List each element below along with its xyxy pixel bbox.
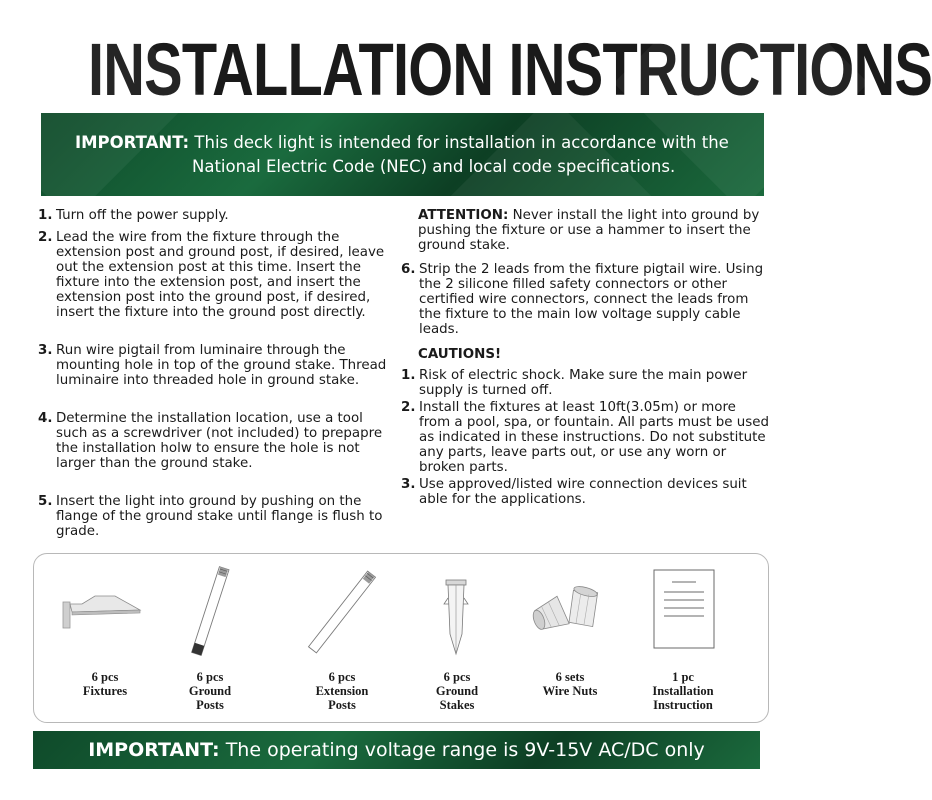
step-text: Lead the wire from the fixture through the extension post and ground post, if desired, leave out the extension post at this time. Insert the fixture into the extension post, and insert the extension post into the ground post, if desired, insert the fixture into the ground post directly. — [56, 230, 385, 320]
step-text: Run wire pigtail from luminaire through the mounting hole in top of the ground stake. Thread luminaire into threaded hole in ground stake. — [56, 343, 387, 388]
part-name: Installation — [652, 684, 714, 698]
step-number: 6. — [401, 262, 416, 277]
cautions-heading: CAUTIONS! — [418, 347, 502, 362]
part-qty: 1 pc — [672, 670, 694, 684]
footer-important-label: IMPORTANT: — [88, 739, 220, 761]
important-banner — [41, 113, 764, 196]
ground-stake-icon — [412, 574, 502, 664]
part-wire-nuts — [525, 554, 615, 722]
attention-label: ATTENTION: — [418, 208, 509, 223]
step-number: 5. — [38, 494, 53, 509]
page-title: INSTALLATION INSTRUCTIONS — [88, 28, 932, 111]
step-text: Strip the 2 leads from the fixture pigtail wire. Using the 2 silicone filled safety connectors or other certified wire connectors, connect the leads from the fixture to the main low voltage supply cable leads. — [419, 262, 764, 337]
part-name: Ground — [188, 684, 232, 698]
voltage-warning-banner — [33, 731, 760, 769]
part-name: Extension — [315, 684, 369, 698]
part-qty: 6 pcs — [328, 670, 356, 684]
part-ground-stakes — [412, 554, 502, 722]
part-fixtures — [60, 554, 150, 722]
step-item — [38, 230, 398, 320]
steps-column-right — [401, 208, 771, 509]
part-installation-instruction — [638, 554, 728, 722]
step-item — [401, 262, 771, 337]
step-item — [38, 208, 398, 223]
important-line-1: This deck light is intended for installation in accordance with the — [194, 133, 729, 152]
step-number: 4. — [38, 411, 53, 426]
caution-item — [401, 400, 771, 475]
part-name-line2: Stakes — [439, 698, 475, 712]
part-name: Ground — [435, 684, 479, 698]
steps-column-left — [38, 208, 398, 556]
part-qty: 6 pcs — [443, 670, 471, 684]
step-text: Turn off the power supply. — [56, 208, 229, 223]
step-number: 1. — [38, 208, 53, 223]
attention-text: Never install the light into ground by pushing the fixture or use a hammer to insert the ground stake. — [418, 208, 760, 253]
step-item — [38, 494, 398, 539]
part-extension-posts — [297, 554, 387, 722]
part-ground-posts — [165, 554, 255, 722]
parts-list — [33, 553, 769, 723]
caution-item — [401, 477, 771, 507]
footer-text: The operating voltage range is 9V-15V AC/DC only — [225, 739, 705, 761]
part-qty: 6 pcs — [91, 670, 119, 684]
caution-item — [401, 368, 771, 398]
caution-text: Risk of electric shock. Make sure the main power supply is turned off. — [419, 368, 748, 398]
step-item — [38, 411, 398, 471]
step-number: 2. — [38, 230, 53, 245]
step-text: Insert the light into ground by pushing on the flange of the ground stake until flange is flush to grade. — [56, 494, 383, 539]
step-item — [38, 343, 398, 388]
part-name-line2: Posts — [196, 698, 224, 712]
caution-text: Install the fixtures at least 10ft(3.05m) or more from a pool, spa, or fountain. All parts must be used as indicated in these instructions. Do not substitute any parts, leave parts out, or use any worn or broken parts. — [419, 400, 769, 475]
fixture-icon — [60, 584, 150, 654]
step-text: Determine the installation location, use a tool such as a screwdriver (not included) to prepapre the installation holw to ensure the hole is not larger than the ground stake. — [56, 411, 383, 471]
important-notice — [75, 131, 755, 179]
caution-text: Use approved/listed wire connection devices suit able for the applications. — [419, 477, 747, 507]
caution-number: 1. — [401, 368, 416, 383]
caution-number: 3. — [401, 477, 416, 492]
part-name: Fixtures — [82, 684, 128, 698]
wire-nut-icon — [525, 574, 615, 654]
part-name-line2: Instruction — [653, 698, 713, 712]
part-qty: 6 sets — [555, 670, 585, 684]
caution-number: 2. — [401, 400, 416, 415]
extension-post-icon — [297, 562, 387, 662]
ground-post-icon — [165, 562, 255, 662]
part-name: Wire Nuts — [542, 684, 598, 698]
step-number: 3. — [38, 343, 53, 358]
attention-note — [401, 208, 771, 253]
part-qty: 6 pcs — [196, 670, 224, 684]
document-icon — [638, 568, 728, 658]
part-name-line2: Posts — [328, 698, 356, 712]
important-label: IMPORTANT: — [75, 133, 190, 152]
important-line-2: National Electric Code (NEC) and local code specifications. — [192, 157, 676, 176]
